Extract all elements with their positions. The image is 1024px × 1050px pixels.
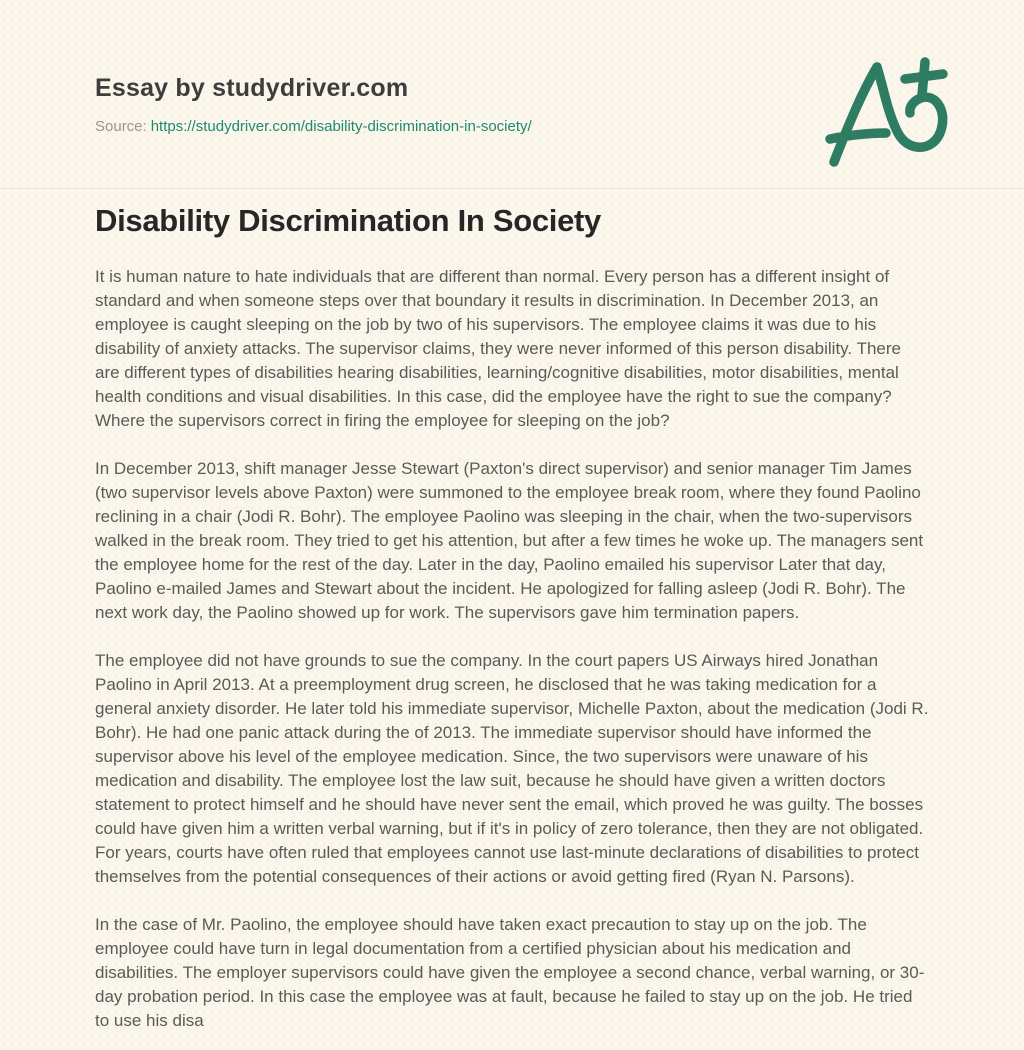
page-header	[0, 0, 1024, 135]
header-divider	[0, 188, 1024, 189]
source-line	[95, 118, 929, 135]
essay-paragraph: The employee did not have grounds to sue the company. In the court papers US Airways hired Jonathan Paolino in April 2013. At a preemployment drug screen, he disclosed that he was taking medication for a general anxiety disorder. He later told his immediate supervisor, Michelle Paxton, about the medication (Jodi R. Bohr). He had one panic attack during the of 2013. The immediate supervisor should have informed the supervisor above his level of the employee medication. Since, the two supervisors were unaware of his medication and disability. The employee lost the law suit, because he should have given a written doctors statement to protect himself and he should have never sent the email, which proved he was guilty. The bosses could have given him a written verbal warning, but if it's in policy of zero tolerance, then they are not obligated. For years, courts have often ruled that employees cannot use last-minute declarations of disabilities to protect themselves from the potential consequences of their actions or avoid getting fired (Ryan N. Parsons).	[95, 651, 929, 886]
source-link[interactable]: https://studydriver.com/disability-discrimination-in-society/	[150, 118, 532, 135]
essay-article	[0, 203, 1024, 1033]
essay-title: Disability Discrimination In Society	[95, 203, 601, 238]
brand-title: Essay by studydriver.com	[95, 74, 409, 102]
essay-paragraph: In the case of Mr. Paolino, the employee should have taken exact precaution to stay up on the job. The employee could have turn in legal documentation from a certified physician about his medication and disabilities. The employer supervisors could have given the employee a second chance, verbal warning, or 30-day probation period. In this case the employee was at fault, because he failed to stay up on the job. He tried to use his disa	[95, 915, 925, 1030]
essay-body	[95, 265, 929, 1033]
a-plus-logo-icon	[820, 56, 960, 171]
source-label: Source:	[95, 118, 147, 135]
essay-paragraph: It is human nature to hate individuals that are different than normal. Every person has a different insight of standard and when someone steps over that boundary it results in discrimination. In December 2013, an employee is caught sleeping on the job by two of his supervisors. The employee claims it was due to his disability of anxiety attacks. The supervisor claims, they were never informed of this person disability. There are different types of disabilities hearing disabilities, learning/cognitive disabilities, motor disabilities, mental health conditions and visual disabilities. In this case, did the employee have the right to sue the company? Where the supervisors correct in firing the employee for sleeping on the job?	[95, 267, 901, 430]
essay-paragraph: In December 2013, shift manager Jesse Stewart (Paxton's direct supervisor) and senior manager Tim James (two supervisor levels above Paxton) were summoned to the employee break room, where they found Paolino reclining in a chair (Jodi R. Bohr). The employee Paolino was sleeping in the chair, when the two-supervisors walked in the break room. They tried to get his attention, but after a few times he woke up. The managers sent the employee home for the rest of the day. Later in the day, Paolino emailed his supervisor Later that day, Paolino e-mailed James and Stewart about the incident. He apologized for falling asleep (Jodi R. Bohr). The next work day, the Paolino showed up for work. The supervisors gave him termination papers.	[95, 459, 924, 622]
